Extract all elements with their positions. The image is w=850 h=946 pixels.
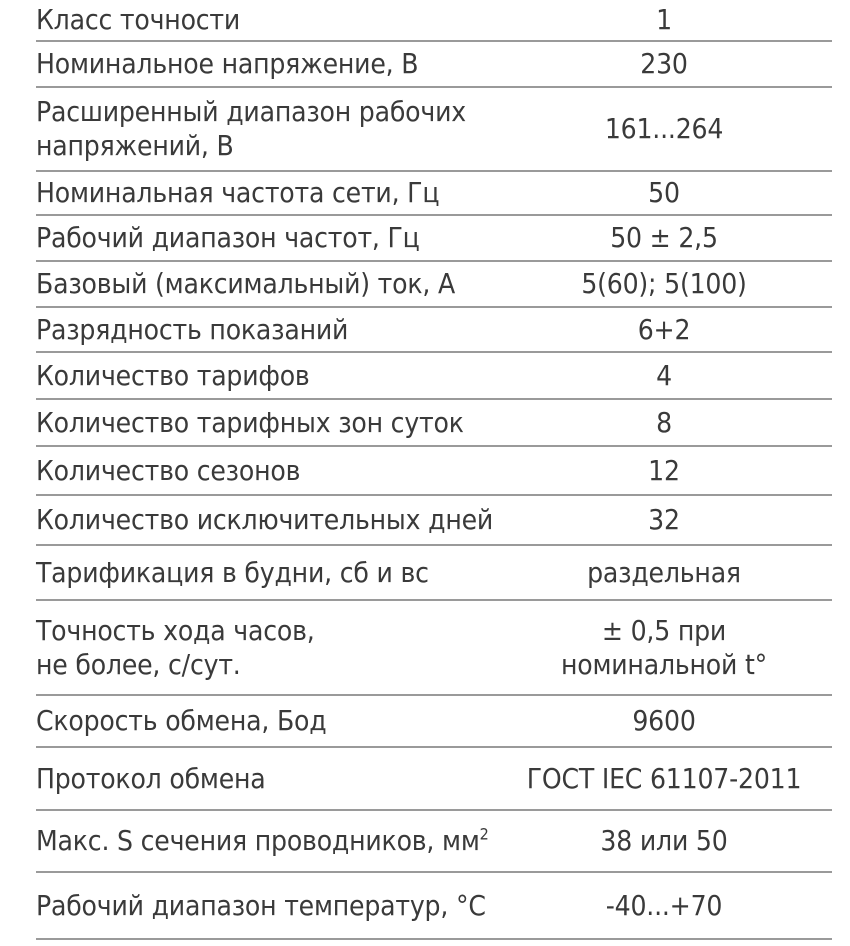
spec-row-clock-accuracy [36, 601, 832, 696]
spec-label: Скорость обмена, Бод [36, 704, 327, 737]
spec-label: Количество тарифов [36, 358, 310, 392]
spec-row-accuracy-class [36, 0, 832, 42]
spec-value-line: номинальной t° [560, 647, 768, 681]
spec-label: Разрядность показаний [36, 312, 349, 346]
spec-row-weekday-tariffs [36, 546, 832, 601]
spec-value: 12 [648, 453, 680, 487]
spec-label: Базовый (максимальный) ток, А [36, 267, 455, 300]
spec-row-exceptional-days [36, 496, 832, 546]
spec-value: 38 или 50 [600, 824, 728, 857]
spec-value: -40...+70 [605, 888, 723, 922]
spec-row-nominal-frequency [36, 172, 832, 216]
spec-value: 32 [648, 503, 680, 536]
spec-value: 1 [656, 3, 672, 36]
spec-row-nominal-voltage [36, 42, 832, 88]
spec-label: Тарификация в будни, сб и вс [36, 555, 429, 589]
superscript: 2 [479, 824, 489, 844]
spec-value: раздельная [587, 555, 741, 589]
spec-label-text: Макс. S сечения проводников, мм [36, 824, 480, 857]
spec-label-line: напряжений, В [36, 129, 234, 162]
spec-label: Рабочий диапазон температур, °С [36, 888, 486, 922]
spec-value: 8 [656, 405, 672, 439]
spec-label: Рабочий диапазон частот, Гц [36, 221, 420, 254]
spec-row-base-current [36, 262, 832, 308]
spec-label: Номинальное напряжение, В [36, 47, 419, 80]
spec-value: 6+2 [637, 312, 691, 346]
spec-value: 5(60); 5(100) [581, 267, 747, 300]
spec-label-line: Расширенный диапазон рабочих [36, 95, 466, 128]
spec-label [36, 824, 516, 858]
spec-label: Класс точности [36, 3, 241, 36]
spec-value-line: ± 0,5 при [601, 613, 727, 647]
spec-row-digit-capacity [36, 308, 832, 353]
spec-value [516, 614, 832, 682]
spec-row-baud-rate [36, 696, 832, 748]
spec-label: Количество тарифных зон суток [36, 405, 464, 439]
spec-table [36, 0, 832, 940]
spec-label [36, 95, 516, 163]
spec-row-season-count [36, 447, 832, 496]
spec-label: Количество сезонов [36, 453, 301, 487]
spec-row-extended-voltage-range [36, 88, 832, 172]
spec-value: 230 [640, 47, 688, 80]
spec-value: 4 [656, 358, 672, 392]
spec-value: 50 ± 2,5 [610, 221, 718, 254]
spec-value: 161...264 [604, 112, 724, 145]
spec-label: Номинальная частота сети, Гц [36, 176, 440, 209]
spec-label [36, 614, 516, 682]
spec-value: 50 [648, 176, 680, 209]
spec-label-line: не более, с/сут. [36, 647, 241, 681]
spec-value: 9600 [632, 704, 696, 737]
spec-label: Протокол обмена [36, 761, 266, 795]
spec-label: Количество исключительных дней [36, 503, 494, 536]
spec-label-line: Точность хода часов, [36, 613, 315, 647]
spec-row-temperature-range [36, 873, 832, 940]
spec-row-protocol [36, 748, 832, 811]
spec-row-frequency-range [36, 216, 832, 262]
spec-row-wire-section [36, 811, 832, 873]
spec-value: ГОСТ IEC 61107-2011 [526, 761, 802, 795]
spec-row-tariff-count [36, 353, 832, 400]
spec-row-tariff-zones [36, 400, 832, 447]
